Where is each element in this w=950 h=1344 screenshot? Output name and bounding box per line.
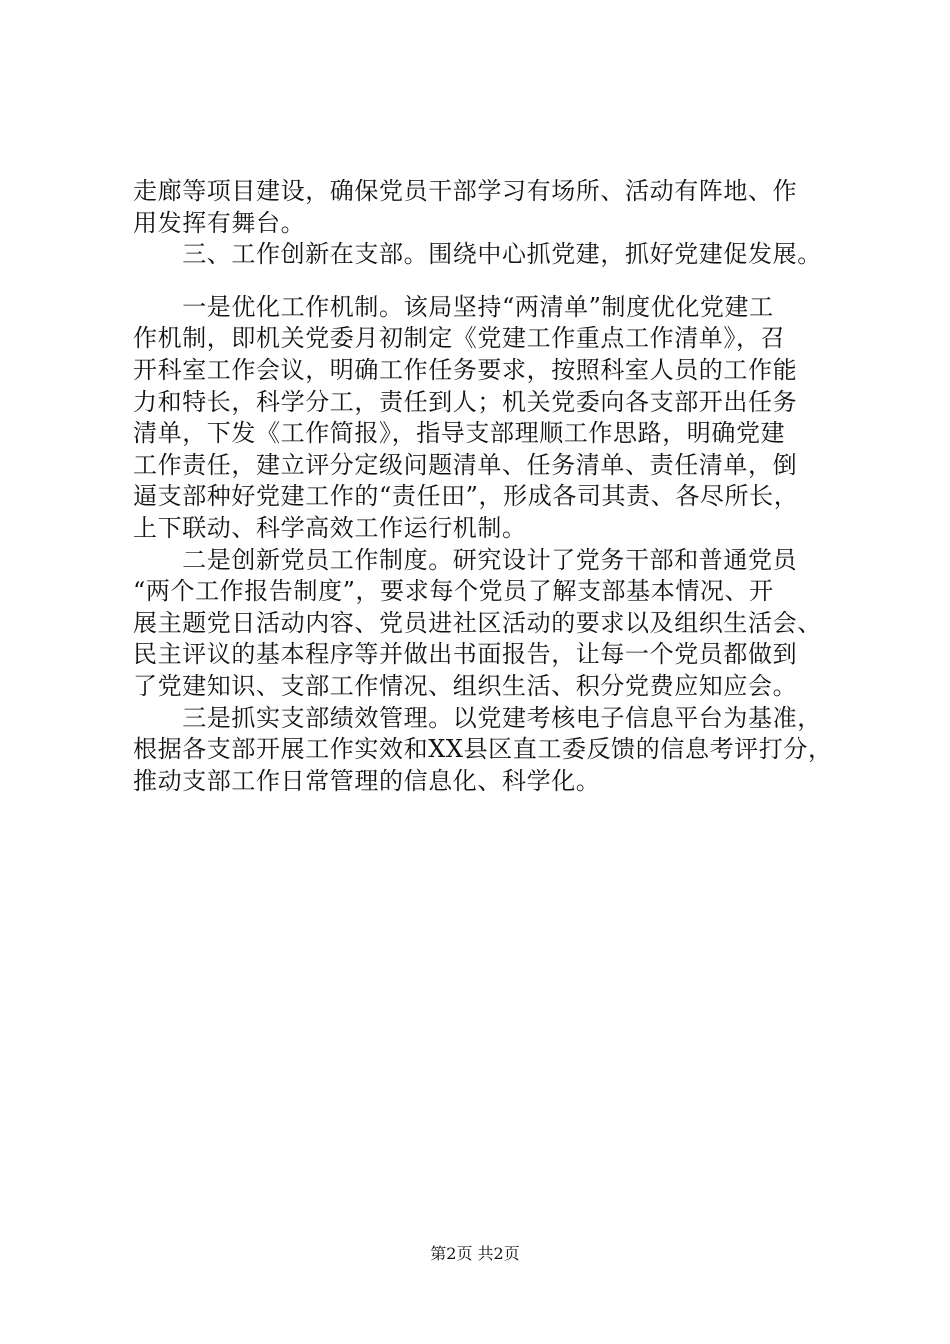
section-heading: 三、工作创新在支部。围绕中心抓党建，抓好党建促发展。 — [133, 240, 822, 269]
text-line: 民主评议的基本程序等并做出书面报告，让每一个党员都做到 — [133, 640, 798, 669]
text-line: “两个工作报告制度”，要求每个党员了解支部基本情况、开 — [133, 577, 774, 606]
text-line: 作机制，即机关党委月初制定《党建工作重点工作清单》，召 — [133, 324, 786, 353]
text-line: 走廊等项目建设，确保党员干部学习有场所、活动有阵地、作 — [133, 177, 798, 205]
text-line: 二是创新党员工作制度。研究设计了党务干部和普通党员 — [133, 545, 798, 574]
document-body — [133, 176, 845, 797]
text-line: 展主题党日活动内容、党员进社区活动的要求以及组织生活会、 — [133, 608, 822, 637]
text-line: 推动支部工作日常管理的信息化、科学化。 — [133, 766, 601, 795]
text-line: 清单，下发《工作简报》，指导支部理顺工作思路，明确党建 — [133, 419, 786, 448]
page-footer — [0, 1244, 950, 1264]
text-line: 逼支部种好党建工作的“责任田”，形成各司其责、各尽所长， — [133, 482, 799, 511]
paragraph-gap — [133, 271, 845, 292]
text-line: 力和特长，科学分工，责任到人；机关党委向各支部开出任务 — [133, 387, 798, 416]
text-line: 工作责任，建立评分定级问题清单、任务清单、责任清单，倒 — [133, 450, 798, 479]
text-line: 一是优化工作机制。该局坚持“两清单”制度优化党建工 — [133, 292, 774, 321]
text-line: 三是抓实支部绩效管理。以党建考核电子信息平台为基准， — [133, 703, 822, 732]
text-line: 根据各支部开展工作实效和XX县区直工委反馈的信息考评打分， — [133, 735, 833, 764]
text-line: 用发挥有舞台。 — [133, 208, 306, 237]
text-line: 开科室工作会议，明确工作任务要求，按照科室人员的工作能 — [133, 355, 798, 384]
text-line: 了党建知识、支部工作情况、组织生活、积分党费应知应会。 — [133, 671, 798, 700]
page-number-label: 第2页 共2页 — [430, 1244, 520, 1263]
text-line: 上下联动、科学高效工作运行机制。 — [133, 513, 527, 542]
